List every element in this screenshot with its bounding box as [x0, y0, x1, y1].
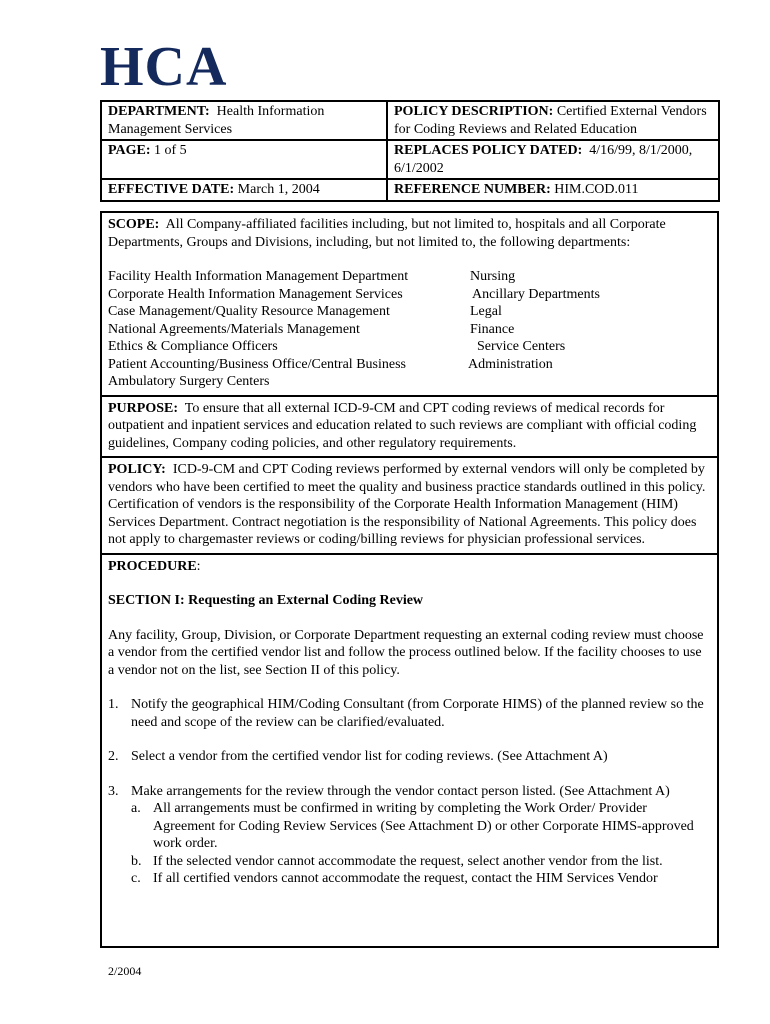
reference-number-label: REFERENCE NUMBER:	[394, 182, 551, 197]
substep-letter: c.	[131, 871, 141, 886]
department-item: Ancillary Departments	[472, 286, 600, 302]
footer-date: 2/2004	[108, 964, 142, 978]
step-number: 1.	[108, 697, 119, 712]
policy-description-label: POLICY DESCRIPTION:	[394, 104, 554, 119]
department-item: Legal	[470, 304, 502, 319]
substep-text: If all certified vendors cannot accommodate the request, contact the HIM Services Vendor	[153, 871, 658, 886]
policy-paragraph	[108, 461, 711, 549]
departments-right-column	[470, 268, 711, 391]
substep-letter: b.	[131, 853, 142, 869]
substep-letter: a.	[131, 801, 141, 816]
procedure-step	[108, 696, 711, 731]
page-label: PAGE:	[108, 143, 151, 158]
substep-text: All arrangements must be confirmed in writing by completing the Work Order/ Provider Agreement for Coding Review Services (See Attachment D) or other Corporate HIMS-approved work order.	[153, 801, 694, 851]
purpose-text: To ensure that all external ICD-9-CM and CPT coding reviews of medical records for outpatient and inpatient services and education related to such reviews are compliant with official coding guidelines, Company coding policies, and other regulatory requirements.	[108, 400, 697, 451]
procedure-section	[102, 555, 717, 892]
department-item: Corporate Health Information Management Services	[108, 286, 403, 302]
procedure-label: PROCEDURE	[108, 558, 197, 574]
departments-list	[108, 268, 711, 391]
department-item: Case Management/Quality Resource Management	[108, 304, 390, 319]
effective-date-value: March 1, 2004	[237, 182, 320, 197]
procedure-substep	[131, 800, 711, 853]
replaces-cell	[387, 140, 719, 179]
policy-header-table	[100, 100, 720, 202]
department-value: Health Information Management Services	[108, 104, 325, 137]
procedure-heading	[108, 558, 711, 576]
section-title-text: SECTION I: Requesting an External Coding Review	[108, 593, 424, 608]
department-item: Finance	[470, 321, 515, 337]
section-title	[108, 592, 711, 610]
procedure-step	[108, 748, 711, 766]
departments-left-column	[108, 268, 470, 391]
purpose-paragraph	[108, 400, 711, 453]
purpose-label: PURPOSE:	[108, 400, 178, 416]
step-number: 3.	[108, 783, 119, 799]
step-text: Select a vendor from the certified vendor list for coding reviews. (See Attachment A)	[131, 749, 608, 764]
department-item: National Agreements/Materials Management	[108, 321, 360, 337]
substep-text: If the selected vendor cannot accommodate the request, select another vendor from the list.	[153, 853, 663, 869]
department-item: Facility Health Information Management Department	[108, 269, 409, 284]
effective-date-cell	[101, 179, 387, 201]
procedure-substep	[131, 853, 711, 871]
effective-date-label: EFFECTIVE DATE:	[108, 182, 235, 197]
department-item: Administration	[468, 356, 553, 372]
step-text: Notify the geographical HIM/Coding Consultant (from Corporate HIMS) of the planned review so the need and scope of the review can be clarified/evaluated.	[131, 697, 704, 730]
hca-logo: HCA	[100, 36, 228, 98]
purpose-section	[102, 397, 717, 459]
procedure-substep	[131, 870, 711, 888]
reference-number-value: HIM.COD.011	[554, 182, 639, 197]
step-text: Make arrangements for the review through the vendor contact person listed. (See Attachment A)	[131, 783, 670, 799]
page-cell	[101, 140, 387, 179]
policy-section	[102, 458, 717, 555]
reference-number-cell	[387, 179, 719, 201]
procedure-intro: Any facility, Group, Division, or Corporate Department requesting an external coding review must choose a vendor from the certified vendor list and follow the process outlined below. If the facility chooses to use a vendor not on the list, see Section II of this policy.	[108, 627, 704, 678]
department-cell	[101, 101, 387, 140]
procedure-colon: :	[196, 558, 201, 574]
replaces-value: 4/16/99, 8/1/2000, 6/1/2002	[394, 143, 693, 176]
step-number: 2.	[108, 749, 119, 764]
scope-text: All Company-affiliated facilities including, but not limited to, hospitals and all Corporate Departments, Groups and Divisions, including, but not limited to, the following departments:	[108, 217, 666, 250]
page-value: 1 of 5	[154, 143, 187, 158]
policy-label: POLICY:	[108, 462, 166, 477]
department-label: DEPARTMENT:	[108, 104, 210, 119]
policy-body	[100, 211, 719, 948]
policy-text: ICD-9-CM and CPT Coding reviews performed by external vendors will only be completed by vendors who have been certified to meet the quality and business practice standards outlined in this policy. Certification of vendors is the responsibility of the Corporate Health Information Management (HIM) Services Department. Contract negotiation is the responsibility of National Agreements. This policy does not apply to chargemaster reviews or coding/billing reviews for physician professional services.	[108, 462, 706, 547]
scope-paragraph	[108, 216, 711, 251]
department-item: Nursing	[470, 269, 516, 284]
policy-description-value: Certified External Vendors for Coding Reviews and Related Education	[394, 104, 707, 137]
replaces-label: REPLACES POLICY DATED:	[394, 143, 583, 158]
scope-label: SCOPE:	[108, 217, 160, 232]
scope-section	[102, 213, 717, 397]
department-item: Service Centers	[477, 339, 566, 354]
procedure-step	[108, 783, 711, 801]
department-item: Patient Accounting/Business Office/Central Business	[108, 356, 406, 372]
policy-description-cell	[387, 101, 719, 140]
department-item: Ethics & Compliance Officers	[108, 339, 278, 354]
department-item: Ambulatory Surgery Centers	[108, 374, 270, 389]
